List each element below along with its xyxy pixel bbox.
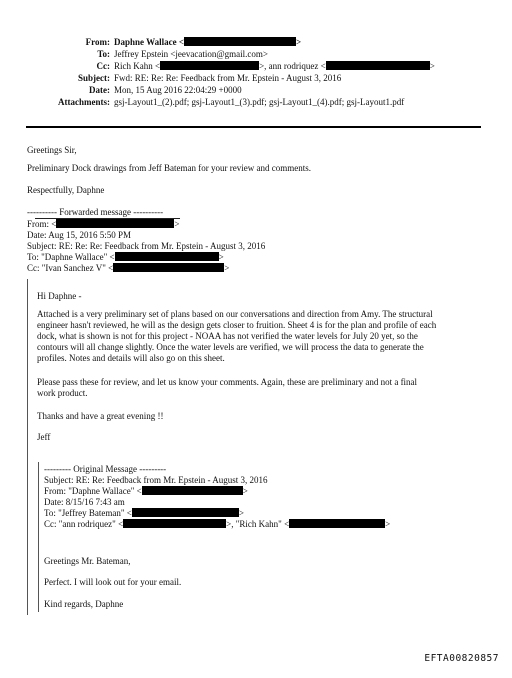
original-to-prefix: To: "Jeffrey Bateman" < — [44, 508, 132, 518]
reply-para2-line: work product. — [37, 388, 88, 398]
bates-number: EFTA00820857 — [424, 653, 499, 664]
quote-bar — [27, 279, 28, 615]
original-marker: --------- Original Message --------- — [44, 464, 167, 474]
forwarded-to-end: > — [218, 252, 224, 262]
forwarded-from — [27, 219, 179, 230]
original-cc-end: > — [385, 519, 391, 529]
original-line: Perfect. I will look out for your email. — [44, 577, 182, 587]
forwarded-date: Date: Aug 15, 2016 5:50 PM — [27, 230, 132, 240]
original-from-prefix: From: "Daphne Wallace" < — [44, 486, 142, 496]
reply-para2-line: Please pass these for review, and let us know your comments. Again, these are preliminary and not a final — [37, 377, 418, 387]
attachments-value: gsj-Layout1_(2).pdf; gsj-Layout1_(3).pdf; gsj-Layout1_(4).pdf; gsj-Layout1.pdf — [114, 97, 405, 107]
quote-bar-inner — [38, 462, 39, 612]
forwarded-from-prefix: From: < — [27, 219, 57, 229]
redaction-box — [113, 263, 224, 272]
redaction-box — [160, 61, 259, 70]
reply-para-line: Attached is a very preliminary set of plans based on our conversations and direction from Amy. The structural — [37, 309, 433, 319]
cc-name-a: Rich Kahn < — [114, 61, 161, 71]
original-to-end: > — [238, 508, 244, 518]
reply-greeting: Hi Daphne - — [37, 291, 82, 301]
to-value: Jeffrey Epstein <jeevacation@gmail.com> — [114, 49, 268, 59]
original-date: Date: 8/15/16 7:43 am — [44, 497, 125, 507]
greeting: Greetings Sir, — [27, 145, 77, 155]
reply-sign: Jeff — [37, 432, 51, 442]
reply-para-line: dock, what is shown is not for this project - NOAA has not verified the water levels for July 20 yet, so the — [37, 331, 418, 341]
original-to — [44, 508, 244, 519]
forwarded-from-end: > — [174, 219, 180, 229]
original-cc-prefix: Cc: "ann rodriquez" < — [44, 519, 124, 529]
body-line: Preliminary Dock drawings from Jeff Bateman for your review and comments. — [27, 163, 312, 173]
reply-para-line: contours will all change slightly. Once the water levels are verified, we will process the data to generate the — [37, 342, 424, 352]
cc-value — [114, 61, 435, 72]
subject-value: Fwd: RE: Re: Re: Feedback from Mr. Epstein - August 3, 2016 — [114, 73, 342, 83]
redaction-box — [56, 219, 174, 228]
redaction-box — [142, 486, 243, 495]
header-divider — [26, 126, 481, 128]
cc-end: > — [429, 61, 435, 71]
original-from — [44, 486, 248, 497]
original-cc-mid: >, "Rich Kahn" < — [226, 519, 290, 529]
to-label: To: — [97, 49, 110, 59]
forwarded-cc — [27, 263, 229, 274]
original-from-end: > — [242, 486, 248, 496]
redaction-box — [326, 61, 430, 70]
forwarded-to-prefix: To: "Daphne Wallace" < — [27, 252, 115, 262]
from-label: From: — [85, 37, 110, 47]
original-greeting: Greetings Mr. Bateman, — [44, 556, 131, 566]
redaction-box — [184, 37, 296, 46]
from-value — [114, 37, 301, 48]
from-name: Daphne Wallace < — [114, 37, 184, 47]
redaction-box — [132, 508, 239, 517]
reply-para-line: profiles. Notes and details will also go on this sheet. — [37, 353, 225, 363]
attachments-label: Attachments: — [58, 97, 110, 107]
cc-label: Cc: — [96, 61, 110, 71]
signoff: Respectfully, Daphne — [27, 185, 105, 195]
original-signoff: Kind regards, Daphne — [44, 599, 124, 609]
reply-para-line: engineer hasn't reviewed, he will as the design gets closer to fruition. Sheet 4 is for the plan and profile of each — [37, 320, 437, 330]
cc-name-b: >, ann rodriquez < — [259, 61, 326, 71]
date-value: Mon, 15 Aug 2016 22:04:29 +0000 — [114, 85, 242, 95]
original-subject: Subject: RE: Re: Feedback from Mr. Epstein - August 3, 2016 — [44, 475, 268, 485]
redaction-box — [289, 519, 385, 528]
forwarded-cc-end: > — [224, 263, 230, 273]
original-cc — [44, 519, 390, 530]
redaction-box — [123, 519, 226, 528]
forwarded-subject: Subject: RE: Re: Re: Feedback from Mr. Epstein - August 3, 2016 — [27, 241, 266, 251]
date-label: Date: — [89, 85, 110, 95]
redaction-box — [115, 252, 219, 261]
forwarded-to — [27, 252, 224, 263]
from-end: > — [295, 37, 302, 47]
subject-label: Subject: — [78, 73, 110, 83]
forwarded-cc-prefix: Cc: "Ivan Sanchez V" < — [27, 263, 114, 273]
reply-thanks: Thanks and have a great evening !! — [37, 411, 164, 421]
forwarded-marker: ---------- Forwarded message ---------- — [27, 207, 164, 217]
